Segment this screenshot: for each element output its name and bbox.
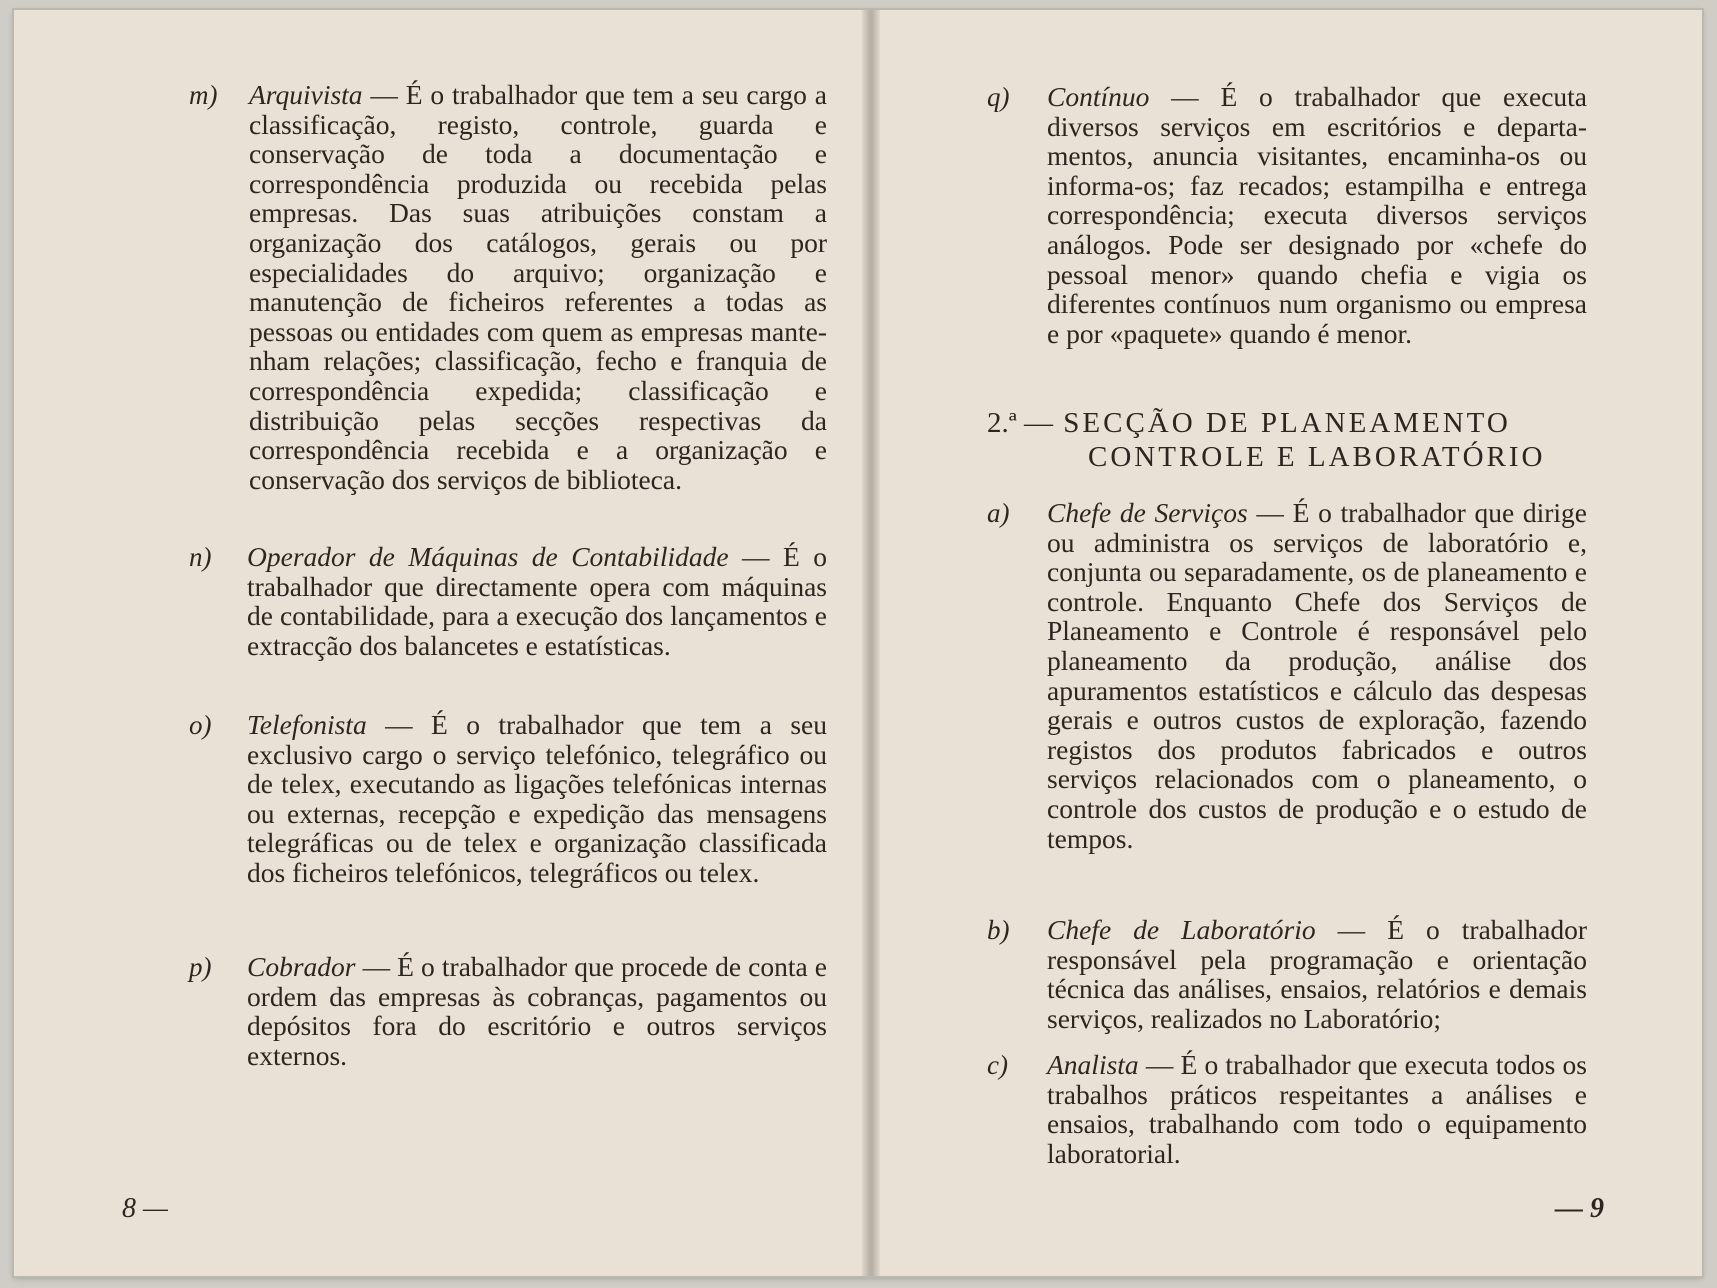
entry-description: — É o trabalhador que executa diversos serviços em escritórios e departamentos, anuncia visitantes, encaminha-os ou informa-os; faz recados; estampilha e entrega correspondência; executa diversos serviços análogos. Pode ser designado por «chefe do pessoal menor» quando chefia e vigia os diferentes contínuos num organismo ou empresa e por «paquete» quando é menor. bbox=[1047, 81, 1587, 349]
entry-a bbox=[987, 498, 1587, 853]
entry-marker: n) bbox=[189, 542, 212, 572]
entry-description: — É o trabalhador responsável pela programação e orientação técnica das análises, ensaios, relatórios e demais serviços, realizados no Laboratório; bbox=[1047, 914, 1587, 1034]
entry-term: Analista bbox=[1047, 1049, 1139, 1080]
entry-term: Contínuo bbox=[1047, 81, 1150, 112]
left-page bbox=[14, 10, 862, 1276]
entry-b bbox=[987, 915, 1587, 1033]
entry-marker: p) bbox=[189, 952, 212, 982]
book-gutter bbox=[862, 10, 880, 1276]
entry-c bbox=[987, 1050, 1587, 1168]
section-title-line1: SECÇÃO DE PLANEAMENTO bbox=[1063, 407, 1511, 439]
entry-text bbox=[249, 80, 827, 494]
entry-marker: o) bbox=[189, 710, 212, 740]
entry-description: — É o trabalhador que tem a seu cargo a classificação, registo, controle, guarda e conservação de toda a documentação e correspondência produzida ou recebida pelas empresas. Das suas atribuições constam a organização dos catálogos, gerais ou por especialidades do arquivo; organização e manutenção de ficheiros referentes a todas as pessoas ou entidades com quem as empresas mantenham relações; classificação, fecho e franquia de correspondência expedida; classificação e distribuição pelas secções respectivas da correspondência recebida e a organização e conservação dos serviços de biblioteca. bbox=[249, 79, 827, 495]
page-number: — 9 bbox=[1555, 1193, 1604, 1224]
entry-term: Arquivista bbox=[249, 79, 363, 110]
book-spread bbox=[14, 10, 1702, 1276]
entry-text bbox=[247, 542, 827, 660]
section-heading bbox=[987, 406, 1587, 474]
section-title-line2: CONTROLE E LABORATÓRIO bbox=[1088, 441, 1546, 473]
entry-term: Chefe de Laboratório bbox=[1047, 914, 1316, 945]
page-number: 8 — bbox=[122, 1193, 168, 1224]
entry-marker: m) bbox=[189, 80, 218, 110]
entry-text bbox=[247, 710, 827, 888]
entry-q bbox=[987, 82, 1587, 348]
entry-description: — É o trabalhador que dirige ou administra os serviços de laboratório e, conjunta ou separadamente, os de planeamento e controle. Enquanto Chefe dos Serviços de Planeamento e Controle é responsável pelo planeamento da produção, análise dos apuramentos estatísticos e cálculo das despesas gerais e outros custos de exploração, fazendo registos dos produtos fabricados e outros serviços relacionados com o planeamento, o controle dos custos de produção e o estudo de tempos. bbox=[1047, 497, 1587, 854]
entry-marker: c) bbox=[987, 1050, 1008, 1080]
entry-description: — É o trabalhador que directamente opera com máquinas de contabilidade, para a execução dos lançamentos e extracção dos balancetes e estatísticas. bbox=[247, 541, 827, 661]
entry-text bbox=[1047, 1050, 1587, 1168]
entry-n bbox=[189, 542, 827, 660]
entry-marker: b) bbox=[987, 915, 1010, 945]
entry-term: Operador de Máquinas de Contabilidade bbox=[247, 541, 729, 572]
section-number: 2.ª — bbox=[987, 407, 1054, 439]
right-page bbox=[880, 10, 1702, 1276]
entry-term: Cobrador bbox=[247, 951, 356, 982]
entry-text bbox=[247, 952, 827, 1070]
entry-description: — É o trabalhador que tem a seu exclusivo cargo o serviço telefónico, telegráfico ou de telex, executando as ligações telefónicas internas ou externas, recepção e expedição das mensagens telegráficas ou de telex e organização classificada dos ficheiros telefónicos, telegráficos ou telex. bbox=[247, 709, 827, 888]
entry-description: — É o trabalhador que executa todos os trabalhos práticos respeitantes a análises e ensaios, trabalhando com todo o equipamento laboratorial. bbox=[1047, 1049, 1587, 1169]
entry-term: Chefe de Serviços bbox=[1047, 497, 1248, 528]
entry-m bbox=[189, 80, 827, 494]
entry-text bbox=[1047, 498, 1587, 853]
entry-p bbox=[189, 952, 827, 1070]
entry-text bbox=[1047, 82, 1587, 348]
entry-text bbox=[1047, 915, 1587, 1033]
entry-description: — É o trabalhador que procede de conta e ordem das empresas às cobranças, pagamentos ou depósitos fora do escritório e outros serviços externos. bbox=[247, 951, 827, 1071]
entry-term: Telefonista bbox=[247, 709, 367, 740]
entry-marker: q) bbox=[987, 82, 1010, 112]
entry-o bbox=[189, 710, 827, 888]
entry-marker: a) bbox=[987, 498, 1010, 528]
